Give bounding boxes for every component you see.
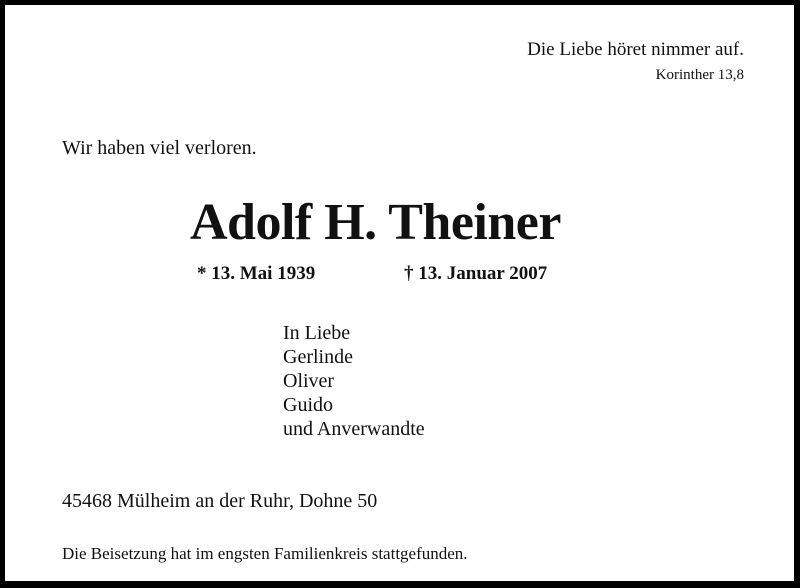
obituary-notice (5, 5, 794, 581)
bible-quote: Die Liebe höret nimmer auf. (527, 39, 744, 60)
family-line: Oliver (283, 370, 335, 392)
birth-date: * 13. Mai 1939 (197, 263, 316, 284)
family-line: In Liebe (283, 322, 351, 344)
funeral-note: Die Beisetzung hat im engsten Familienkreis stattgefunden. (62, 544, 468, 563)
quote-reference: Korinther 13,8 (655, 67, 744, 83)
intro-text: Wir haben viel verloren. (62, 137, 257, 159)
family-line: und Anverwandte (283, 418, 425, 440)
death-date: † 13. Januar 2007 (404, 263, 548, 284)
address: 45468 Mülheim an der Ruhr, Dohne 50 (62, 490, 378, 512)
family-line: Gerlinde (283, 346, 353, 368)
deceased-name: Adolf H. Theiner (190, 194, 561, 251)
family-line: Guido (283, 394, 333, 416)
family-list (283, 321, 425, 441)
